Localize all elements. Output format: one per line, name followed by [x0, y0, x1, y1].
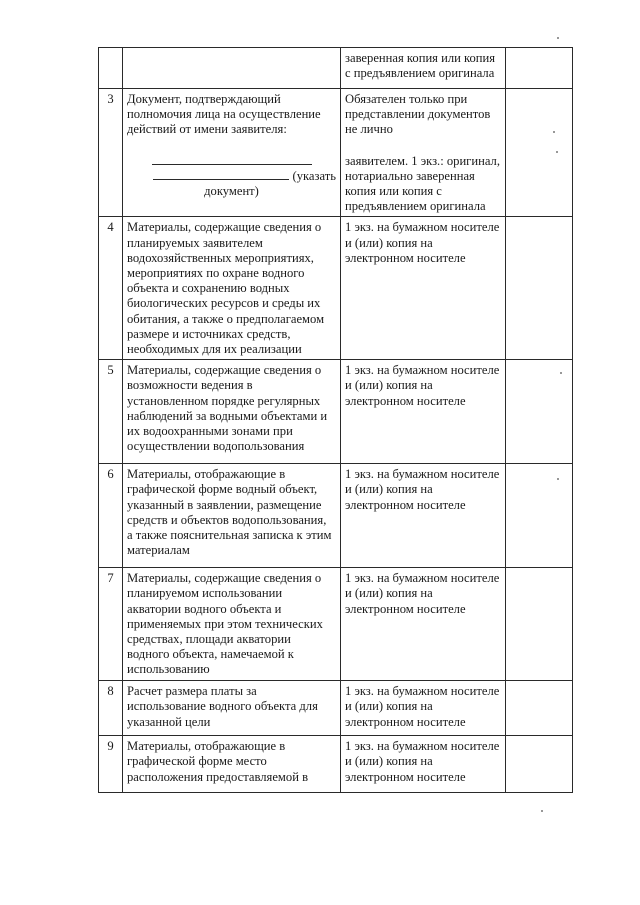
requirement-line: электронном носителе [345, 769, 466, 784]
table-row [99, 217, 573, 360]
note-cell [506, 48, 573, 89]
document-name-line: возможности ведения в [127, 378, 253, 393]
document-name-cell [123, 681, 341, 736]
requirement-cell [341, 681, 506, 736]
document-name-line: установленном порядке регулярных [127, 393, 321, 408]
scan-speck [541, 810, 543, 812]
scan-speck [556, 151, 558, 153]
row-number: 5 [99, 360, 123, 464]
table-row [99, 736, 573, 793]
document-name-cell [123, 360, 341, 464]
requirement-cell [341, 217, 506, 360]
document-name-line: графической форме место [127, 754, 267, 769]
document-name-line: планируемом использовании [127, 586, 283, 601]
requirement-line: с предъявлением оригинала [345, 66, 495, 81]
row-number: 9 [99, 736, 123, 793]
requirement-line: электронном носителе [345, 497, 466, 512]
requirement-line: 1 экз. на бумажном носителе [345, 467, 500, 482]
fill-in-blank-with-hint [127, 169, 336, 184]
requirement-cell [341, 464, 506, 568]
document-name-line: использование водного объекта для [127, 699, 318, 714]
document-name-line: акватории водного объекта и [127, 601, 282, 616]
document-name-line: полномочия лица на осуществление [127, 107, 321, 122]
note-cell [506, 360, 573, 464]
document-name-cell [123, 568, 341, 681]
fill-in-hint: документ) [204, 184, 259, 199]
fill-in-blank [127, 154, 336, 169]
document-name-line: графической форме водный объект, [127, 482, 318, 497]
document-name-cell [123, 48, 341, 89]
table-row [99, 681, 573, 736]
row-number [99, 48, 123, 89]
note-cell [506, 568, 573, 681]
requirement-line: электронном носителе [345, 601, 466, 616]
scan-speck [553, 131, 555, 133]
requirement-cell [341, 48, 506, 89]
document-name-line: указанный в заявлении, размещение [127, 497, 322, 512]
row-number: 3 [99, 89, 123, 217]
table-row [99, 89, 573, 217]
document-name-line: действий от имени заявителя: [127, 122, 287, 137]
row-number: 8 [99, 681, 123, 736]
table-row [99, 568, 573, 681]
table-row [99, 48, 573, 89]
document-name-cell [123, 217, 341, 360]
requirement-cell [341, 89, 506, 217]
scan-speck [557, 37, 559, 39]
document-name-line: осуществлении водопользования [127, 439, 305, 454]
requirement-line: копия или копия с [345, 184, 442, 199]
document-name-line: их водоохранными зонами при [127, 424, 293, 439]
fill-in-hint: (указать [292, 168, 336, 183]
requirement-line: 1 экз. на бумажном носителе [345, 220, 500, 235]
table-row [99, 360, 573, 464]
document-name-line: Материалы, содержащие сведения о [127, 571, 322, 586]
requirement-line: электронном носителе [345, 714, 466, 729]
document-name-line: Материалы, отображающие в [127, 739, 286, 754]
requirement-cell [341, 360, 506, 464]
requirement-line: 1 экз. на бумажном носителе [345, 684, 500, 699]
requirement-line: нотариально заверенная [345, 168, 475, 183]
document-name-line: Материалы, содержащие сведения о [127, 220, 322, 235]
row-number: 6 [99, 464, 123, 568]
document-name-line: средствах, площади акватории [127, 632, 291, 647]
requirement-line: Обязателен только при [345, 92, 468, 106]
note-cell [506, 736, 573, 793]
requirement-line: 1 экз. на бумажном носителе [345, 363, 500, 378]
document-name-line: водохозяйственных мероприятиях, [127, 250, 314, 265]
requirement-line: предъявлением оригинала [345, 199, 486, 214]
document-name-line: материалам [127, 543, 190, 558]
note-cell [506, 89, 573, 217]
row-number: 7 [99, 568, 123, 681]
scan-speck [560, 372, 562, 374]
requirement-line: представлении документов [345, 107, 491, 122]
table-row [99, 464, 573, 568]
requirement-line: и (или) копия на [345, 699, 433, 714]
requirement-line: заявителем. 1 экз.: оригинал, [345, 153, 500, 168]
requirement-cell [341, 736, 506, 793]
requirement-line: и (или) копия на [345, 378, 433, 393]
document-name-line: Документ, подтверждающий [127, 92, 281, 106]
row-number: 4 [99, 217, 123, 360]
requirement-line: и (или) копия на [345, 482, 433, 497]
document-name-line: Расчет размера платы за [127, 684, 257, 699]
requirement-line: 1 экз. на бумажном носителе [345, 739, 500, 754]
requirement-line: и (или) копия на [345, 586, 433, 601]
document-name-line: расположения предоставляемой в [127, 769, 309, 784]
document-name-line: использованию [127, 662, 210, 677]
requirement-line: заверенная копия или копия [345, 51, 496, 65]
document-name-line: указанной цели [127, 714, 211, 729]
requirement-line: электронном носителе [345, 393, 466, 408]
document-name-line: применяемых при этом технических [127, 616, 323, 631]
document-name-line: водного объекта, намечаемой к [127, 647, 294, 662]
document-name-line: мероприятиях по охране водного [127, 266, 305, 281]
document-name-line: размере и источниках средств, [127, 326, 291, 341]
requirement-line: и (или) копия на [345, 235, 433, 250]
document-name-line: а также пояснительная записка к этим [127, 528, 332, 543]
document-name-cell [123, 464, 341, 568]
requirement-cell [341, 568, 506, 681]
note-cell [506, 217, 573, 360]
requirement-line: и (или) копия на [345, 754, 433, 769]
document-name-line: биологических ресурсов и среды их [127, 296, 321, 311]
document-name-cell [123, 736, 341, 793]
requirement-line: электронном носителе [345, 250, 466, 265]
documents-table [98, 47, 573, 793]
document-name-line: наблюдений за водными объектами и [127, 408, 328, 423]
requirement-line: 1 экз. на бумажном носителе [345, 571, 500, 586]
document-name-line: необходимых для их реализации [127, 342, 302, 357]
document-name-cell [123, 89, 341, 217]
document-name-line: обитания, а также о предполагаемом [127, 311, 325, 326]
note-cell [506, 681, 573, 736]
document-name-line: Материалы, содержащие сведения о [127, 363, 322, 378]
requirement-line: не лично [345, 122, 393, 137]
note-cell [506, 464, 573, 568]
document-name-line: Материалы, отображающие в [127, 467, 286, 482]
document-name-line: планируемых заявителем [127, 235, 263, 250]
document-name-line: объекта и сохранению водных [127, 281, 290, 296]
document-name-line: средств и объектов водопользования, [127, 512, 327, 527]
scan-speck [557, 478, 559, 480]
